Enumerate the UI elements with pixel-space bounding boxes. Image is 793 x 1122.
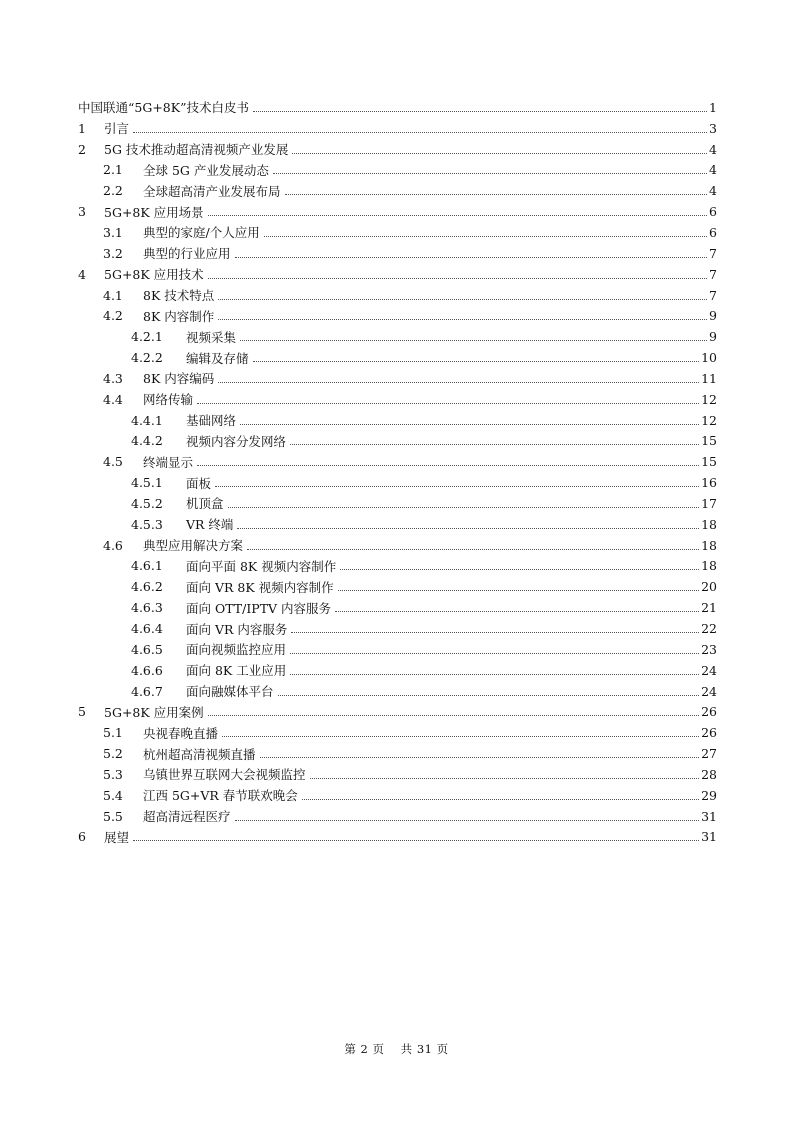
toc-entry-title: 8K 技术特点 (143, 288, 215, 304)
toc-entry-title: 全球 5G 产业发展动态 (143, 162, 269, 178)
toc-entry-page: 4 (709, 183, 717, 199)
toc-entry[interactable] (78, 535, 717, 556)
toc-entry-page: 6 (709, 204, 717, 220)
toc-entry-title: 机顶盒 (186, 496, 224, 512)
toc-entry[interactable] (78, 243, 717, 264)
toc-leader-dots (260, 757, 700, 758)
toc-leader-dots (292, 153, 707, 154)
toc-entry[interactable] (78, 681, 717, 702)
toc-entry-page: 21 (701, 600, 717, 616)
toc-entry-number: 4 (78, 266, 86, 282)
toc-entry-number: 3.2 (103, 245, 123, 261)
toc-leader-dots (235, 820, 700, 821)
toc-entry-number: 4.4.1 (131, 412, 163, 428)
toc-entry-page: 9 (709, 329, 717, 345)
toc-entry-title: 全球超高清产业发展布局 (143, 183, 281, 199)
toc-entry-page: 9 (709, 308, 717, 324)
toc-leader-dots (240, 424, 699, 425)
toc-leader-dots (310, 778, 700, 779)
toc-entry-number: 5.3 (103, 766, 123, 782)
toc-entry-number: 4.6 (103, 537, 123, 553)
toc-entry[interactable] (78, 722, 717, 743)
toc-entry[interactable] (78, 97, 717, 118)
table-of-contents (78, 97, 717, 847)
toc-entry[interactable] (78, 764, 717, 785)
toc-entry-page: 27 (701, 746, 717, 762)
toc-entry-number: 3 (78, 204, 86, 220)
toc-leader-dots (273, 173, 707, 174)
toc-entry-title: 面向 OTT/IPTV 内容服务 (186, 600, 332, 616)
toc-leader-dots (228, 507, 700, 508)
toc-leader-dots (278, 695, 700, 696)
toc-entry[interactable] (78, 305, 717, 326)
toc-entry-page: 24 (701, 683, 717, 699)
toc-entry-title: 面向视频监控应用 (186, 642, 287, 658)
toc-entry-number: 3.1 (103, 224, 123, 240)
toc-entry-number: 4.4.2 (131, 433, 163, 449)
toc-entry-page: 4 (709, 162, 717, 178)
toc-entry-title: 典型应用解决方案 (143, 538, 244, 554)
toc-entry-number: 5.4 (103, 787, 123, 803)
toc-leader-dots (285, 194, 707, 195)
toc-leader-dots (302, 799, 699, 800)
toc-entry-number: 4.5.1 (131, 475, 163, 491)
toc-leader-dots (291, 632, 699, 633)
toc-entry-title: 面向平面 8K 视频内容制作 (186, 558, 337, 574)
toc-entry-page: 22 (701, 621, 717, 637)
toc-entry[interactable] (78, 264, 717, 285)
toc-entry[interactable] (78, 701, 717, 722)
toc-entry-title: 8K 内容编码 (143, 371, 215, 387)
toc-leader-dots (133, 132, 707, 133)
toc-entry[interactable] (78, 743, 717, 764)
toc-entry[interactable] (78, 639, 717, 660)
toc-entry[interactable] (78, 201, 717, 222)
toc-entry-number: 4.6.6 (131, 662, 163, 678)
toc-entry-page: 16 (701, 475, 717, 491)
toc-entry-page: 15 (701, 454, 717, 470)
toc-entry-page: 31 (701, 829, 717, 845)
page-number-current: 第 2 页 (344, 1042, 385, 1056)
toc-entry-page: 23 (701, 641, 717, 657)
toc-leader-dots (197, 465, 699, 466)
toc-leader-dots (240, 340, 707, 341)
toc-entry-page: 6 (709, 224, 717, 240)
toc-entry-page: 26 (701, 704, 717, 720)
toc-entry-title: 5G+8K 应用场景 (104, 204, 204, 220)
toc-entry[interactable] (78, 368, 717, 389)
toc-entry-title: 网络传输 (143, 392, 194, 408)
toc-entry[interactable] (78, 410, 717, 431)
toc-entry-number: 4.5.2 (131, 495, 163, 511)
toc-leader-dots (218, 299, 707, 300)
toc-entry-number: 5.2 (103, 746, 123, 762)
toc-entry-page: 3 (709, 120, 717, 136)
toc-entry[interactable] (78, 556, 717, 577)
toc-leader-dots (253, 111, 707, 112)
toc-entry-page: 31 (701, 808, 717, 824)
toc-entry[interactable] (78, 431, 717, 452)
toc-entry-page: 26 (701, 725, 717, 741)
toc-entry-number: 1 (78, 120, 86, 136)
toc-entry-title: 终端显示 (143, 454, 194, 470)
toc-entry-title: 面向融媒体平台 (186, 684, 274, 700)
toc-entry[interactable] (78, 139, 717, 160)
toc-entry-page: 7 (709, 245, 717, 261)
toc-entry-title: 中国联通“5G+8K”技术白皮书 (78, 100, 249, 116)
toc-entry-number: 4.6.7 (131, 683, 163, 699)
toc-entry-title: 视频内容分发网络 (186, 433, 287, 449)
toc-leader-dots (264, 236, 707, 237)
toc-entry-number: 4.6.3 (131, 600, 163, 616)
toc-entry-number: 4.4 (103, 391, 123, 407)
toc-entry[interactable] (78, 222, 717, 243)
toc-entry-title: 5G+8K 应用案例 (104, 704, 204, 720)
toc-entry-page: 29 (701, 787, 717, 803)
toc-leader-dots (218, 319, 707, 320)
toc-leader-dots (338, 590, 699, 591)
toc-entry-page: 7 (709, 266, 717, 282)
toc-entry-page: 15 (701, 433, 717, 449)
toc-entry-title: 面向 VR 内容服务 (186, 621, 288, 637)
toc-entry-title: 面向 8K 工业应用 (186, 663, 287, 679)
toc-entry-number: 4.6.1 (131, 558, 163, 574)
toc-entry[interactable] (78, 451, 717, 472)
toc-entry[interactable] (78, 347, 717, 368)
toc-entry-title: 编辑及存储 (186, 350, 249, 366)
toc-entry-number: 4.2 (103, 308, 123, 324)
toc-entry-page: 28 (701, 766, 717, 782)
toc-entry-number: 5.1 (103, 725, 123, 741)
toc-entry[interactable] (78, 597, 717, 618)
toc-entry-title: 展望 (104, 829, 130, 845)
toc-leader-dots (208, 715, 699, 716)
toc-entry[interactable] (78, 326, 717, 347)
toc-entry-title: 面板 (186, 475, 212, 491)
toc-leader-dots (290, 444, 699, 445)
toc-entry-page: 11 (701, 370, 717, 386)
toc-entry[interactable] (78, 806, 717, 827)
toc-entry-title: 央视春晚直播 (143, 725, 219, 741)
toc-entry-title: 引言 (104, 121, 130, 137)
toc-entry-number: 6 (78, 829, 86, 845)
toc-entry-title: VR 终端 (186, 517, 234, 533)
toc-entry-number: 4.2.1 (131, 329, 163, 345)
toc-entry-number: 5 (78, 704, 86, 720)
toc-entry-page: 12 (701, 412, 717, 428)
toc-entry[interactable] (78, 493, 717, 514)
toc-entry-page: 18 (701, 558, 717, 574)
toc-entry-number: 4.5 (103, 454, 123, 470)
toc-leader-dots (290, 653, 699, 654)
page-footer (0, 1041, 793, 1057)
toc-entry-page: 12 (701, 391, 717, 407)
toc-entry-page: 7 (709, 287, 717, 303)
toc-entry[interactable] (78, 514, 717, 535)
toc-leader-dots (208, 215, 707, 216)
toc-leader-dots (208, 278, 707, 279)
toc-leader-dots (133, 840, 699, 841)
toc-entry[interactable] (78, 285, 717, 306)
toc-entry[interactable] (78, 472, 717, 493)
toc-entry-title: 5G 技术推动超高清视频产业发展 (104, 142, 289, 158)
toc-entry[interactable] (78, 389, 717, 410)
toc-entry-title: 江西 5G+VR 春节联欢晚会 (143, 788, 298, 804)
toc-entry-number: 4.6.5 (131, 641, 163, 657)
toc-leader-dots (253, 361, 700, 362)
toc-entry-number: 4.6.4 (131, 621, 163, 637)
toc-entry-title: 基础网络 (186, 413, 237, 429)
toc-leader-dots (335, 611, 699, 612)
toc-leader-dots (340, 569, 699, 570)
toc-entry-number: 4.2.2 (131, 350, 163, 366)
toc-entry-title: 杭州超高清视频直播 (143, 746, 256, 762)
toc-entry-number: 5.5 (103, 808, 123, 824)
toc-entry-page: 18 (701, 516, 717, 532)
toc-entry-page: 4 (709, 141, 717, 157)
toc-entry-number: 4.6.2 (131, 579, 163, 595)
toc-leader-dots (218, 382, 699, 383)
toc-entry-page: 17 (701, 495, 717, 511)
toc-entry-page: 1 (709, 99, 717, 115)
toc-leader-dots (235, 257, 707, 258)
toc-entry-number: 2.2 (103, 183, 123, 199)
toc-entry-number: 4.5.3 (131, 516, 163, 532)
toc-entry-title: 乌镇世界互联网大会视频监控 (143, 767, 306, 783)
toc-entry[interactable] (78, 118, 717, 139)
toc-entry-title: 视频采集 (186, 329, 237, 345)
toc-leader-dots (237, 528, 699, 529)
toc-entry-page: 18 (701, 537, 717, 553)
toc-entry-page: 20 (701, 579, 717, 595)
toc-entry-page: 10 (701, 350, 717, 366)
toc-entry-number: 4.1 (103, 287, 123, 303)
toc-entry[interactable] (78, 618, 717, 639)
toc-entry[interactable] (78, 785, 717, 806)
toc-entry[interactable] (78, 160, 717, 181)
toc-leader-dots (290, 674, 699, 675)
toc-entry[interactable] (78, 827, 717, 848)
toc-entry[interactable] (78, 660, 717, 681)
toc-entry[interactable] (78, 576, 717, 597)
toc-entry-number: 2.1 (103, 162, 123, 178)
toc-entry-title: 5G+8K 应用技术 (104, 267, 204, 283)
toc-entry-title: 超高清远程医疗 (143, 809, 231, 825)
toc-leader-dots (197, 403, 699, 404)
toc-entry-title: 典型的家庭/个人应用 (143, 225, 260, 241)
toc-entry-title: 8K 内容制作 (143, 308, 215, 324)
toc-entry-number: 2 (78, 141, 86, 157)
toc-entry-title: 典型的行业应用 (143, 246, 231, 262)
page-number-total: 共 31 页 (400, 1042, 449, 1056)
toc-leader-dots (222, 736, 699, 737)
toc-entry-title: 面向 VR 8K 视频内容制作 (186, 579, 334, 595)
toc-leader-dots (247, 549, 699, 550)
toc-entry-number: 4.3 (103, 370, 123, 386)
toc-entry[interactable] (78, 180, 717, 201)
toc-leader-dots (215, 486, 699, 487)
toc-entry-page: 24 (701, 662, 717, 678)
